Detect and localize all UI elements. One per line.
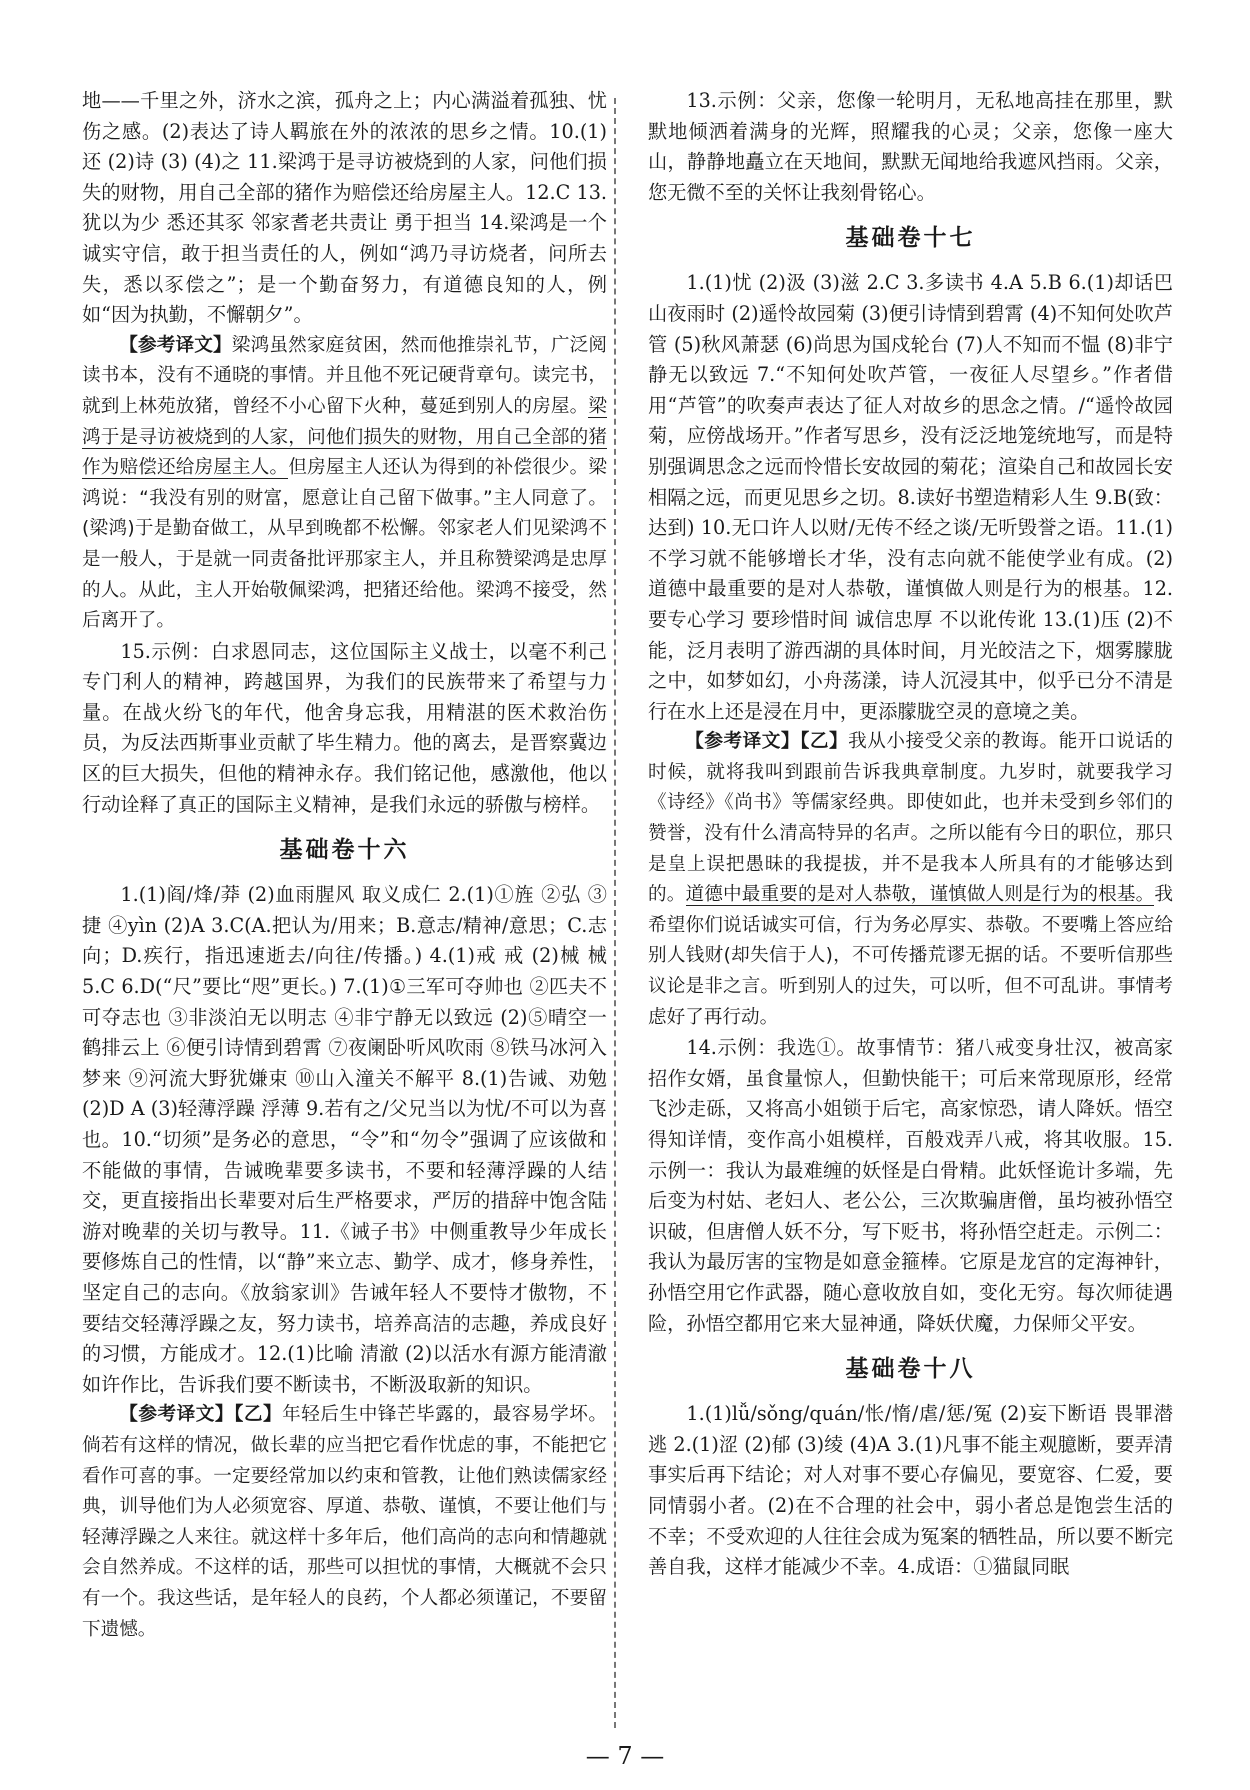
translation-label: 【参考译文】【乙】 [119,1404,283,1426]
translation-text: 我希望你们说话诚实可信，行为务必厚实、恭敬。不要嘴上答应给别人钱财(却失信于人)，不可传播荒谬无据的话。不要听信那些议论是非之言。听到别人的过失，可以听，但不可乱讲。事情考虑好了再行动。 [648,884,1173,1028]
answer-15: 15.示例：白求恩同志，这位国际主义战士，以毫不利己专门利人的精神，跨越国界，为我们的民族带来了希望与力量。在战火纷飞的年代，他舍身忘我，用精湛的医术救治伤员，为反法西斯事业贡献了毕生精力。他的离去，是晋察冀边区的巨大损失，但他的精神永存。我们铭记他，感激他，他以行动诠释了真正的国际主义精神，是我们永远的骄傲与榜样。 [82,639,607,816]
underlined-sentence: 道德中最重要的是对人恭敬，谨慎做人则是行为的根基。 [685,884,1155,906]
answers-section-18: 1.(1)lǚ/sǒng/quán/怅/惰/虐/惩/冤 (2)妄下断语 畏罪潜逃 2.(1)涩 (2)郁 (3)绫 (4)A 3.(1)凡事不能主观臆断，要弄清事实后再下结论；对人对事不要心存偏见，要宽容、仁爱，要同情弱小者。(2)在不合理的社会中，弱小者总是饱尝生活的不幸；不受欢迎的人往往会成为冤案的牺牲品，所以要不断完善自我，这样才能减少不幸。4.成语：①猫鼠同眠 [648,1402,1173,1579]
underlined-sentence: 梁鸿于是寻访被烧到的人家，问他们损失的财物，用自己全部的猪作为赔偿还给房屋主人。 [82,395,607,479]
translation-text: 我从小接受父亲的教诲。能开口说话的时候，就将我叫到跟前告诉我典章制度。九岁时，就要我学习《诗经》《尚书》等儒家经典。即使如此，也并未受到乡邻们的赞誉，没有什么清高特异的名声。之所以能有今日的职位，那只是皇上误把愚昧的我提拔，并不是我本人所具有的才能够达到的。 [648,731,1173,906]
answer-block-15: 地——千里之外，济水之滨，孤舟之上；内心满溢着孤独、忧伤之感。(2)表达了诗人羁旅在外的浓浓的思乡之情。10.(1)还 (2)诗 (3) (4)之 11.梁鸿于是寻访被烧到的人家，问他们损失的财物，用自己全部的猪作为赔偿还给房屋主人。12.C 13.犹以为少 悉还其豕 邻家耆老共责让 勇于担当 14.梁鸿是一个诚实守信，敢于担当责任的人，例如“鸿乃寻访烧者，问所去失，悉以豕偿之”；是一个勤奋努力，有道德良知的人，例如“因为执勤，不懈朝夕”。 [82,89,607,327]
left-column [82,86,607,1645]
translation-text: 梁鸿虽然家庭贫困，然而他推崇礼节，广泛阅读书本，没有不通晓的事情。并且他不死记硬背章句。读完书，就到上林苑放猪，曾经不小心留下火种，蔓延到别人的房屋。 [82,334,607,417]
translation-label: 【参考译文】 [119,334,232,356]
page-number: — 7 — [585,1742,665,1770]
column-divider [614,98,616,1728]
answers-14-15: 14.示例：我选①。故事情节：猪八戒变身壮汉，被高家招作女婿，虽食量惊人，但勤快能干；可后来常现原形，经常飞沙走砾，又将高小姐锁于后宅，高家惊恐，请人降妖。悟空得知详情，变作高小姐模样，百般戏弄八戒，将其收服。15.示例一：我认为最难缠的妖怪是白骨精。此妖怪诡计多端，先后变为村姑、老妇人、老公公，三次欺骗唐僧，虽均被孙悟空识破，但唐僧人妖不分，写下贬书，将孙悟空赶走。示例二：我认为最厉害的宝物是如意金箍棒。它原是龙宫的定海神针，孙悟空用它作武器，随心意收放自如，变化无穷。每次师徒遇险，孙悟空都用它来大显神通，降妖伏魔，力保师父平安。 [648,1036,1173,1335]
answer-13: 13.示例：父亲，您像一轮明月，无私地高挂在那里，默默地倾洒着满身的光辉，照耀我的心灵；父亲，您像一座大山，静静地矗立在天地间，默默无闻地给我遮风挡雨。父亲，您无微不至的关怀让我刻骨铭心。 [648,89,1173,204]
answers-section-16: 1.(1)阎/烽/莽 (2)血雨腥风 取义成仁 2.(1)①旌 ②弘 ③捷 ④yìn (2)A 3.C(A.把认为/用来；B.意志/精神/意思；C.志向；D.疾行，指迅速逝去/向往/传播。) 4.(1)戒 戒 (2)械 械 5.C 6.D(“尺”要比“咫”更长。) 7.(1)①三军可夺帅也 ②匹夫不可夺志也 ③非淡泊无以明志 ④非宁静无以致远 (2)⑤晴空一鹤排云上 ⑥便引诗情到碧霄 ⑦夜阑卧听风吹雨 ⑧铁马冰河入梦来 ⑨河流大野犹嫌束 ⑩山入潼关不解平 8.(1)告诫、劝勉 (2)D A (3)轻薄浮躁 浮薄 9.若有之/父兄当以为忧/不可以为喜也。10.“切须”是务必的意思，“令”和“勿令”强调了应该做和不能做的事情，告诫晚辈要多读书，不要和轻薄浮躁的人结交，更直接指出长辈要对后生严格要求，严厉的措辞中饱含陆游对晚辈的关切与教导。11.《诫子书》中侧重教导少年成长要修炼自己的性情，以“静”来立志、勤学、成才，修身养性，坚定自己的志向。《放翁家训》告诫年轻人不要恃才傲物，不要结交轻薄浮躁之友，努力读书，培养高洁的志趣，养成良好的习惯，方能成才。12.(1)比喻 清澈 (2)以活水有源方能清澈如许作比，告诉我们要不断读书，不断汲取新的知识。 [82,883,607,1396]
reference-translation-1 [82,331,607,637]
reference-translation-3 [648,727,1173,1033]
right-column [648,86,1173,1583]
section-title-16: 基础卷十六 [279,837,410,864]
section-title-17: 基础卷十七 [845,225,976,252]
translation-text: 年轻后生中锋芒毕露的，最容易学坏。倘若有这样的情况，做长辈的应当把它看作忧虑的事，不能把它看作可喜的事。一定要经常加以约束和管教，让他们熟读儒家经典，训导他们为人必须宽容、厚道、恭敬、谨慎，不要让他们与轻薄浮躁之人来往。就这样十多年后，他们高尚的志向和情趣就会自然养成。不这样的话，那些可以担忧的事情，大概就不会只有一个。我这些话，是年轻人的良药，个人都必须谨记，不要留下遗憾。 [82,1404,607,1640]
answers-section-17: 1.(1)忧 (2)汲 (3)滋 2.C 3.多读书 4.A 5.B 6.(1)却话巴山夜雨时 (2)遥怜故园菊 (3)便引诗情到碧霄 (4)不知何处吹芦管 (5)秋风萧瑟 (6)尚思为国戍轮台 (7)人不知而不愠 (8)非宁静无以致远 7.“不知何处吹芦管，一夜征人尽望乡。”作者借用“芦管”的吹奏声表达了征人对故乡的思念之情。/“遥怜故园菊，应傍战场开。”作者写思乡，没有泛泛地笼统地写，而是特别强调思念之远而怜惜长安故园的菊花；渲染自己和故园长安相隔之远，而更见思乡之切。8.读好书塑造精彩人生 9.B(致：达到) 10.无口许人以财/无传不经之谈/无听毁誉之语。11.(1)不学习就不能够增长才华，没有志向就不能使学业有成。(2)道德中最重要的是对人恭敬，谨慎做人则是行为的根基。12.要专心学习 要珍惜时间 诚信忠厚 不以讹传讹 13.(1)压 (2)不能，泛月表明了游西湖的具体时间，月光皎洁之下，烟雾朦胧之中，如梦如幻，小舟荡漾，诗人沉浸其中，似乎已分不清是行在水上还是浸在月中，更添朦胧空灵的意境之美。 [648,271,1173,723]
translation-text: 但房屋主人还认为得到的补偿很少。梁鸿说：“我没有别的财富，愿意让自己留下做事。”主人同意了。(梁鸿)于是勤奋做工，从早到晚都不松懈。邻家老人们见梁鸿不是一般人，于是就一同责备批评那家主人，并且称赞梁鸿是忠厚的人。从此，主人开始敬佩梁鸿，把猪还给他。梁鸿不接受，然后离开了。 [82,457,607,632]
section-title-18: 基础卷十八 [845,1356,976,1383]
translation-label: 【参考译文】【乙】 [685,731,849,753]
reference-translation-2 [82,1400,607,1645]
